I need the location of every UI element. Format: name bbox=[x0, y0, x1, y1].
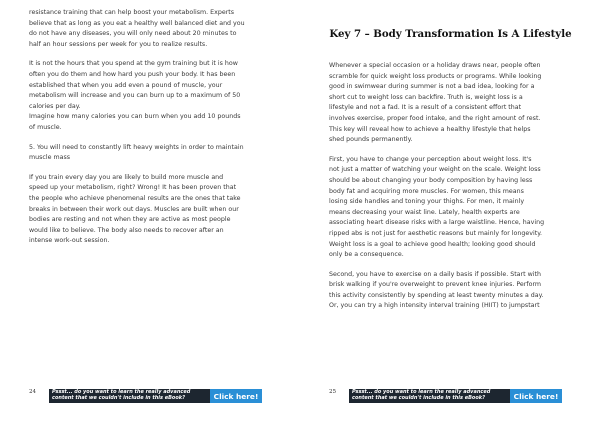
text-line: bodies are resting and not when they are active as most people bbox=[29, 216, 231, 224]
text-line: muscle mass bbox=[29, 154, 71, 162]
text-line: shed pounds permanently. bbox=[329, 136, 413, 144]
left-page-footer bbox=[29, 389, 272, 403]
text-line: not just a matter of watching your weight on the scale. Weight loss bbox=[329, 166, 541, 174]
text-line: 5. You will need to constantly lift heavy weights in order to maintain bbox=[29, 143, 244, 151]
click-here-button[interactable]: Click here! bbox=[210, 389, 262, 403]
paragraph bbox=[329, 270, 572, 312]
right-page-body bbox=[329, 8, 572, 321]
text-line: If you train every day you are likely to build more muscle and bbox=[29, 173, 224, 181]
right-page-paragraphs bbox=[329, 61, 572, 312]
text-line: short cut to weight loss can backfire. Truth is, weight loss is a bbox=[329, 93, 523, 101]
text-line: involves exercise, proper food intake, and the right amount of rest. bbox=[329, 114, 541, 122]
text-line: scramble for quick weight loss products or programs. While looking bbox=[329, 72, 542, 80]
text-line: It is not the hours that you spend at the gym training but it is how bbox=[29, 60, 238, 68]
banner-text bbox=[49, 390, 210, 401]
advanced-content-banner[interactable] bbox=[349, 389, 562, 403]
text-line: believe that as long as you eat a healthy well balanced diet and you bbox=[29, 19, 245, 27]
banner-text bbox=[349, 390, 510, 401]
paragraph bbox=[29, 8, 272, 50]
text-line: established that when you add even a pound of muscle, your bbox=[29, 81, 223, 89]
paragraph bbox=[29, 173, 272, 247]
text-line: speed up your metabolism, right? Wrong! It has been proven that bbox=[29, 184, 237, 192]
banner-line: Pssst... do you want to learn the really advanced bbox=[52, 389, 191, 396]
text-line: brisk walking if you're overweight to prevent knee injuries. Perform bbox=[329, 281, 542, 289]
chapter-heading: Key 7 – Body Transformation Is A Lifestyle bbox=[329, 28, 572, 40]
text-line: of muscle. bbox=[29, 123, 62, 131]
text-line: lifestyle and not a fad. It is a result of a consistent effort that bbox=[329, 104, 522, 112]
text-line: Second, you have to exercise on a daily basis if possible. Start with bbox=[329, 270, 541, 278]
text-line: First, you have to change your perception about weight loss. It's bbox=[329, 155, 532, 163]
text-line: ripped abs is not just for aesthetic reasons but mainly for longevity. bbox=[329, 229, 543, 237]
text-line: Weight loss is a goal to achieve good health; looking good should bbox=[329, 240, 536, 248]
banner-line: content that we couldn't include in this eBook? bbox=[352, 395, 486, 401]
text-line: often you do them and how hard you push your body. It has been bbox=[29, 70, 236, 78]
right-page bbox=[300, 0, 600, 424]
text-line: body fat and acquiring more muscles. For women, this means bbox=[329, 187, 524, 195]
page-number: 24 bbox=[29, 389, 37, 395]
text-line: would like to believe. The body also needs to recover after an bbox=[29, 226, 224, 234]
text-line: breaks in between their work out days. Muscles are built when our bbox=[29, 205, 239, 213]
text-line: the people who achieve phenomenal results are the ones that take bbox=[29, 194, 241, 202]
left-page-body bbox=[29, 8, 272, 256]
text-line: intense work-out session. bbox=[29, 237, 110, 245]
text-line: Whenever a special occasion or a holiday draws near, people often bbox=[329, 62, 541, 69]
banner-line: Pssst... do you want to learn the really advanced bbox=[352, 389, 491, 396]
text-line: metabolism will increase and you can burn up to a maximum of 50 bbox=[29, 92, 241, 100]
page-number: 25 bbox=[329, 389, 337, 395]
text-line: good in swimwear during summer is not a bad idea, looking for a bbox=[329, 83, 535, 91]
text-line: associating heart disease risks with a large waistline. Hence, having bbox=[329, 219, 545, 227]
text-line: half an hour sessions per week for you to realize results. bbox=[29, 40, 208, 48]
text-line: resistance training that can help boost your metabolism. Experts bbox=[29, 9, 235, 16]
right-page-footer bbox=[329, 389, 572, 403]
paragraph bbox=[29, 59, 272, 133]
text-line: means decreasing your waist line. Lately, health experts are bbox=[329, 208, 520, 216]
click-here-button[interactable]: Click here! bbox=[510, 389, 562, 403]
text-line: This key will reveal how to achieve a healthy lifestyle that helps bbox=[329, 125, 531, 133]
text-line: Or, you can try a high intensity interval training (HIIT) to jumpstart bbox=[329, 302, 540, 310]
paragraph bbox=[329, 155, 572, 261]
paragraph bbox=[329, 61, 572, 146]
text-line: Imagine how many calories you can burn when you add 10 pounds bbox=[29, 113, 241, 121]
text-line: calories per day. bbox=[29, 102, 81, 110]
paragraph bbox=[29, 143, 272, 164]
text-line: only be a consequence. bbox=[329, 251, 404, 259]
text-line: should be about changing your body composition by having less bbox=[329, 176, 533, 184]
text-line: losing side handles and toning your thighs. For men, it mainly bbox=[329, 198, 525, 206]
banner-line: content that we couldn't include in this eBook? bbox=[52, 395, 186, 401]
text-line: this activity consistently by spending at least twenty minutes a day. bbox=[329, 291, 544, 299]
advanced-content-banner[interactable] bbox=[49, 389, 262, 403]
text-line: do not have any diseases, you will only need about 20 minutes to bbox=[29, 30, 237, 38]
